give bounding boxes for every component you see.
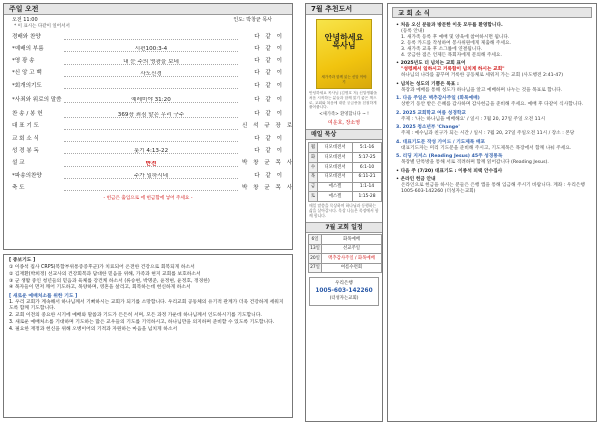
schedule-day: 20일 [309,254,322,264]
church-news-panel [387,3,597,422]
order-item-content [64,136,238,142]
news-item-detail: 대표기도자는 미리 기도문을 준비해 주시고, 기도제목은 목장에서 함께 나눠 주세요. [401,145,572,151]
news-item-title: 2. 2025 교회학교 여름 성경학교 [396,110,466,116]
welcome-heading: • 처음 오신 분들과 방문한 이웃 모두를 환영합니다. [396,22,503,28]
order-item-person: 다 같 이 [254,135,284,142]
reading-row [309,153,382,163]
book-cover-subtitle: 새가족과 함께 읽는 신앙 이야기 [321,75,367,84]
news-item [396,154,590,166]
news-item-title: • 다음 주 (7/20) 대표기도 : 이종석 피택 안수집사 [396,168,503,174]
order-item-person: 다 같 이 [254,33,284,40]
order-item-content [64,34,238,40]
order-item-content [64,185,238,191]
order-item-name: 축 도 [12,184,25,191]
order-item-content-text: 주가 일하시네 [131,173,171,179]
news-item-detail: 목장과 예배를 통해 성도가 하나님을 알고 예배하며 나누는 것을 목표로 합니다. [401,87,563,93]
order-item-person: 박 창 균 목 사 [242,184,295,191]
intercession-panel [3,254,293,418]
reading-range: 1:15-28 [353,192,382,202]
news-item [396,111,590,123]
reading-row [309,182,382,192]
news-item [396,125,590,137]
order-item-name: 성 경 봉 독 [12,147,39,154]
order-item-name: 대 표 기 도 [12,123,39,130]
worship-order-title: 주일 오전 [4,4,292,15]
news-item [396,82,590,94]
schedule-table [308,234,382,273]
order-item-content [64,112,238,118]
worship-order-row [4,158,295,170]
intercession-item: ③ 군 생활 중인 청년들의 믿음과 육체를 강건케 하소서 (류승현, 박명준, 윤정현, 윤정호, 정경한) [9,278,210,284]
reading-book: 애스겔 [318,182,353,192]
new-venue-prayer-title: [ 새로운 예배처소를 위한 기도 ] [9,294,78,300]
order-item-content-text: 룻기 4:13-22 [131,148,171,154]
worship-order-panel [3,3,293,250]
order-item-content-text [148,124,154,130]
news-item-detail: 주제 : '나는 하나님을 예배해요' / 일시 : 7월 20, 27일 주일 오전 11시 [401,116,546,122]
order-item-content-text: 내 눈 주의 영광을 보네 [120,59,182,65]
news-item-detail: 온라인으로 헌금을 하시는 분들은 은행 앱을 통해 입금해 주시기 바랍니다. 계좌 : 우리은행 1005-603-142260 (더성자는교회) [401,183,585,195]
reading-range: 5:17-25 [353,153,382,163]
schedule-row [309,235,382,245]
schedule-row [309,254,382,264]
order-item-name: *영 광 송 [12,58,35,65]
news-item [396,140,590,152]
order-item-content-text [148,34,154,40]
order-item-content [64,59,238,65]
order-item-person: 다 같 이 [254,70,284,77]
news-items-list [396,82,590,196]
offering-account-holder: (더성자는교회) [329,296,359,302]
theme-heading: • 2025년도 더 넘치는 교회 표어 [396,61,466,67]
reading-day: 금 [309,182,318,192]
reading-row [309,172,382,182]
order-item-content-text: 369장 죄짐 맡은 우리 구주 [115,112,187,118]
reading-day: 월 [309,143,318,153]
order-item-person: 다 같 이 [254,45,284,52]
schedule-event: 맥추감사주일 / 화목예배 [322,254,382,264]
worship-time: 오전 11:00 [12,17,38,23]
order-item-content [64,46,238,52]
intercession-item: ② 김재환(박희정) 선교사의 건강회복과 담대한 믿음을 위해, 가족과 현지 교회를 보호하소서 [9,271,201,277]
registration-line: 4. 궁금한 점은 언제든 목회자에게 문의해 주세요. [401,52,502,58]
intercession-title: [ 중보기도 ] [9,258,36,263]
new-family-welcome: <새가족> 환영합니다 ~ ! [319,112,369,118]
order-item-name: 찬 송 / 봉 헌 [12,111,43,118]
worship-order-row [4,68,292,80]
theme-motto: "성령께서 일하시고 거룩함이 넘치게 하시는 교회" [401,67,505,73]
church-news-title: 교 회 소 식 [392,7,592,18]
reading-book: 디모데전서 [318,172,353,182]
order-item-content-text: 반전 [143,161,160,167]
worship-order-row [4,145,292,157]
offering-account-number: 1005-603-142260 [315,288,373,295]
new-venue-prayer-list [9,300,287,332]
registration-line: (등록 안내) [401,28,425,34]
order-item-name: 설 교 [12,160,25,167]
order-item-content-text: 사도신경 [137,71,165,77]
worship-order-row [4,182,295,194]
reading-book: 디모데전서 [318,153,353,163]
order-item-content-text [148,136,154,142]
worship-order-row [4,80,292,92]
new-family-names: 여운호, 장소영 [327,119,361,126]
worship-order-row [4,43,292,55]
reading-day: 화 [309,153,318,163]
order-item-person: 박 창 균 목 사 [242,160,295,167]
registration-line: 2. 등록 카드를 작성하여 봉사위원에게 제출해 주세요. [401,40,511,46]
news-item-detail: 목장별 단톡방을 통해 서로 격려하며 함께 읽어갑니다 (Reading Jesus). [401,160,549,166]
new-venue-prayer-item: 2. 교회 이전의 중요한 시기에 예배와 말씀과 기도가 든든히 서며, 모든 과정 가운데 하나님께서 인도하시기를 기도합니다. [9,313,262,319]
news-item-title: • 넘치는 성도의 기쁨은 목표 : [396,81,459,87]
worship-order-row [4,31,292,43]
order-item-person: 다 같 이 [254,172,284,179]
news-item-title: • 온라인 헌금 안내 [396,177,436,183]
offering-account-box [309,277,379,305]
reading-range: 6:1-10 [353,162,382,172]
offering-footer-note: - 헌금은 출입으로 에 헌금함에 넣어 주세요 - [103,196,193,202]
new-venue-prayer-item: 4. 필요한 재정과 헌신을 위해 오병이어의 기적과 자원하는 마음을 넘치게 하소서 [9,326,178,332]
books-panel [305,3,383,422]
schedule-event: 화목예배 [322,235,382,245]
order-item-content [64,148,238,154]
daily-reading-table [308,142,382,202]
news-item-title: 5. 리딩 지저스 (Reading Jesus) 45주 성경통독 [396,154,503,160]
news-item-detail: 상반기 동안 받은 은혜를 감사하며 감사헌금을 준비해 주세요. 예배 후 다같이 식사합니다. [401,102,584,108]
new-venue-prayer-item: 3. 새로운 예배처소를 기대하며 기도하는 많은 교우들의 기도를 기억하시고, 하나님만을 의지하며 준비할 수 있도록 기도합니다. [9,319,275,325]
books-title: 7월 추천도서 [306,4,382,15]
worship-order-row [4,121,295,133]
order-item-name: *파송의찬양 [12,172,42,179]
order-item-name: 교 회 소 식 [12,135,39,142]
order-item-person: 다 같 이 [254,96,284,103]
daily-reading-title: 매일 묵상 [306,129,382,141]
reading-range: 1:1-14 [353,182,382,192]
reading-range: 6:11-21 [353,172,382,182]
schedule-title: 7월 교회 일정 [306,222,382,234]
offering-bank: 우리은행 [335,281,353,287]
order-item-content-text: 예레미야 31:20 [128,97,174,103]
schedule-day: 6일 [309,235,322,245]
book-cover-image [316,19,372,89]
worship-order-row [4,92,292,108]
schedule-event: 여름수련회 [322,263,382,273]
reading-day: 수 [309,162,318,172]
reading-row [309,162,382,172]
schedule-day: 13일 [309,244,322,254]
worship-order-row [4,170,292,182]
theme-description: 하나님의 나라를 꿈꾸며 거룩한 공동체로 세워져 가는 교회 (사도행전 2:41-47) [401,73,564,79]
reading-row [309,192,382,202]
intercession-item: ① 이종석 집사 CRPS(복합부위통증증후군)가 치료되어 온전한 건강으로 회복되게 하소서 [9,264,195,270]
news-item [396,177,590,195]
order-item-name: 경배와 찬양 [12,33,41,40]
reading-day: 토 [309,192,318,202]
daily-reading-note: 매일 말씀을 묵상하며 하나님과 동행하는 삶을 살아갑시다. 묵상 나눔은 목장에서 함께 합니다. [309,203,379,218]
order-item-name: *회개의기도 [12,82,42,89]
order-item-content [64,124,238,130]
news-item [396,169,590,175]
news-item-title: 1. 다음 주일은 맥추감사주일 (화목예배) [396,96,480,102]
order-item-name: *신 앙 고 백 [12,70,42,77]
registration-line: 3. 새가족 교육 후 소그룹에 연결됩니다. [401,46,483,52]
registration-info [396,29,590,59]
schedule-row [309,244,382,254]
new-venue-prayer-item: 1. 우리 교회가 계속해서 하나님께서 기뻐하시는 교회가 되기를 소망합니다. 우리교회 공동체의 유기적 관계가 더욱 건강하게 세워지도록 함께 기도합니다. [9,300,284,312]
reading-range: 5:1-16 [353,143,382,153]
worship-order-row [4,55,292,67]
reading-row [309,143,382,153]
order-item-content [64,83,238,89]
order-item-content-text [148,83,154,89]
order-item-person: 다 같 이 [254,82,284,89]
book-description: 안녕하세요 목사님 (김명호 저) 신앙생활을 처음 시작하는 분들과 함께 읽기 좋은 책으로, 교회와 복음에 대한 궁금증을 친절하게 풀어줍니다. [309,91,378,110]
worship-order-list [4,31,295,195]
order-item-content [64,97,238,103]
worship-order-row [4,133,292,145]
order-item-name: *예배의 부름 [12,45,44,52]
reading-book: 디모데전서 [318,162,353,172]
order-item-person: 신 석 규 장 로 [242,123,295,130]
order-item-person: 다 같 이 [254,111,284,118]
order-item-content-text [148,185,154,191]
worship-leader: 인도: 박창균 목사 [233,17,272,23]
order-item-content [64,161,238,167]
worship-order-row [4,108,292,120]
schedule-day: 27일 [309,263,322,273]
news-item [396,96,590,108]
order-item-content [64,71,238,77]
news-item-title: 4. 대표기도문 작성 가이드 / 기도제목 배포 [396,139,485,145]
reading-book: 애스겔 [318,192,353,202]
order-item-content [64,173,238,179]
schedule-row [309,263,382,273]
standing-note: * 이 표시는 다같이 일어서서 [14,24,70,30]
order-item-person: 다 같 이 [254,147,284,154]
registration-line: 1. 새가족 등록 후 예배 및 양육에 참여하시면 됩니다. [401,34,510,40]
order-item-name: *사죄와 위로의 말씀 [12,96,62,103]
intercession-item: ④ 목자들이 먼저 깨어 기도하고, 목양하며, 영혼을 살리고, 회복하는데 헌신하게 하소서 [9,285,191,291]
book-cover-title: 안녕하세요 목사님 [324,33,364,51]
schedule-event: 선교주일 [322,244,382,254]
intercession-list [9,265,287,291]
news-item-detail: 주제 : 예수님과 친구가 되는 시간 / 일시 : 7월 20, 27일 주일오전 11시 / 장소 : 본당 [401,131,575,137]
news-item-title: 3. 2025 청소년부 'Change' [396,125,460,131]
order-item-person: 다 같 이 [254,58,284,65]
order-item-content-text: 시편100:3-4 [132,46,171,52]
reading-day: 목 [309,172,318,182]
reading-book: 디모데전서 [318,143,353,153]
